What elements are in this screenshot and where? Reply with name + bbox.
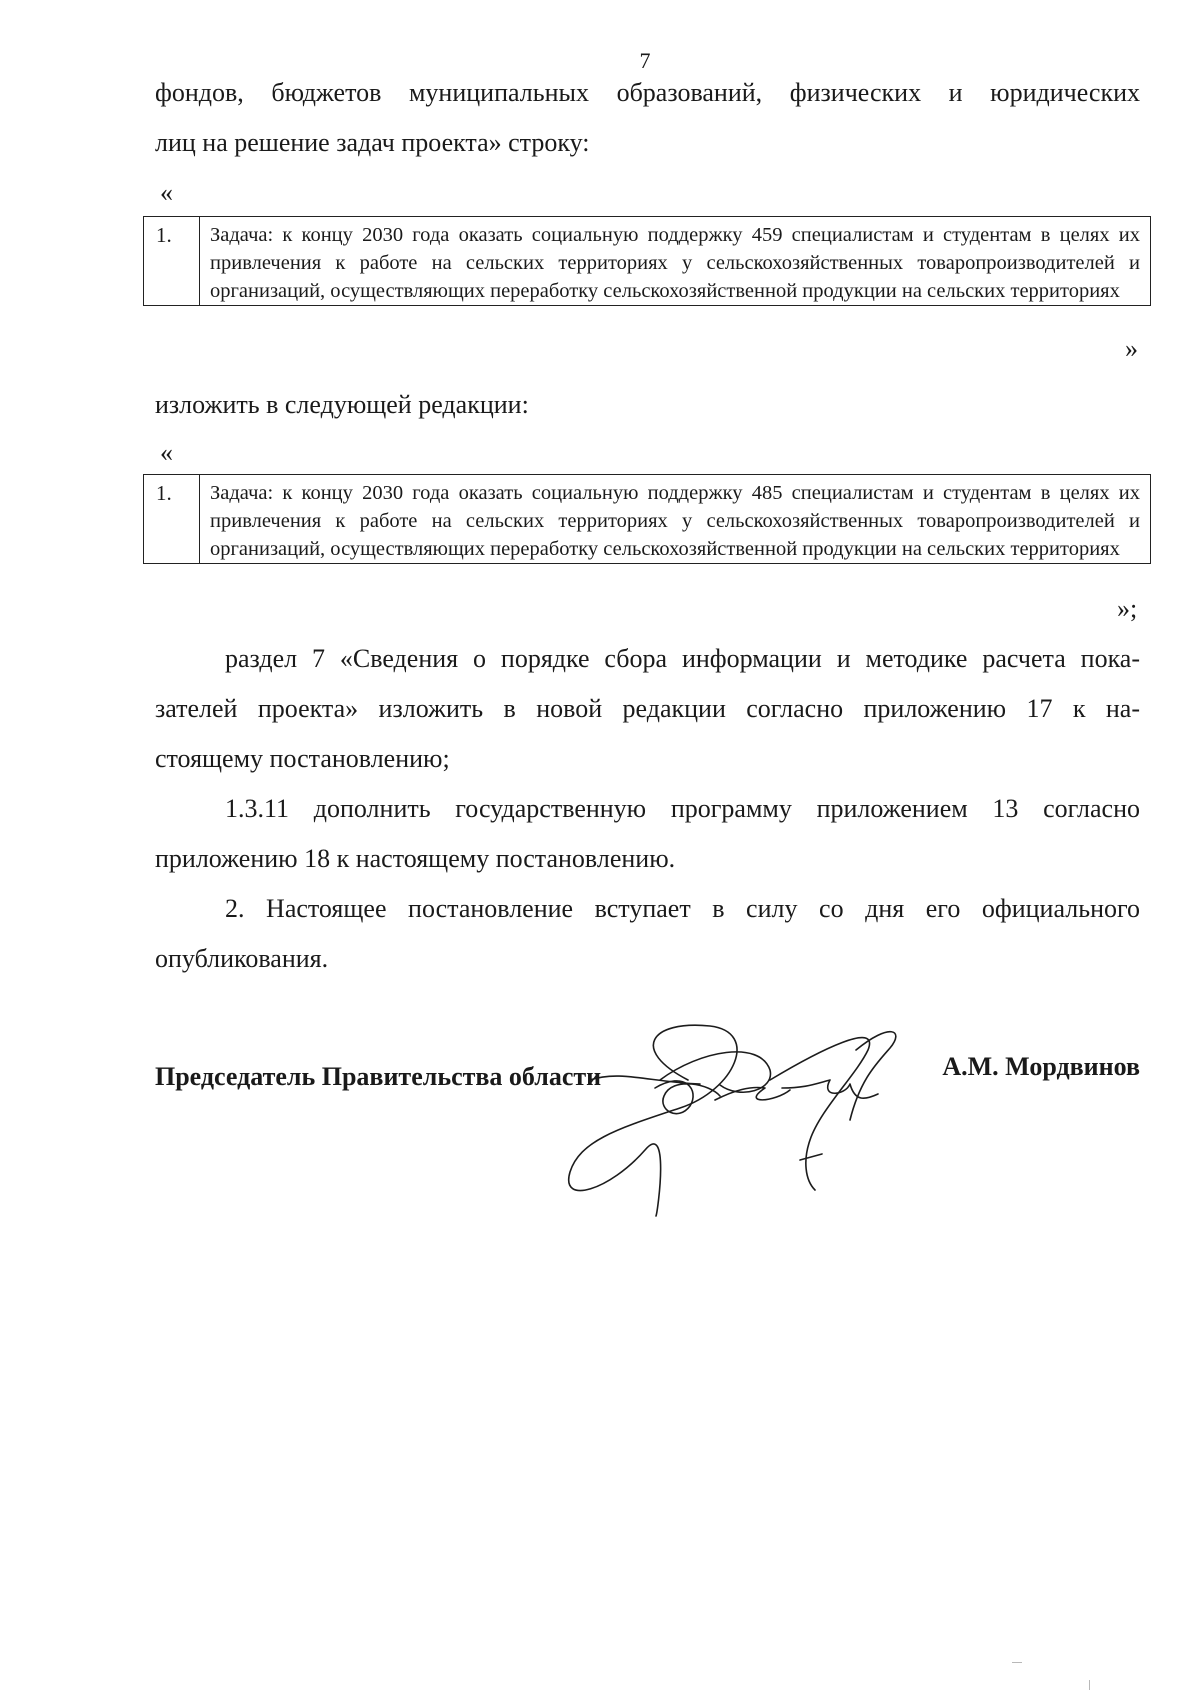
item-2-line-2: опубликования.	[155, 944, 329, 973]
item-2-line-1: 2. Настоящее постановление вступает в силу со дня его официального	[225, 894, 1140, 923]
table-row	[144, 475, 1151, 564]
old-row-number: 1.	[144, 217, 200, 306]
signer-title: Председатель Правительства области	[155, 1062, 602, 1091]
new-row-table	[143, 474, 1151, 564]
old-row-open-quote: «	[160, 178, 173, 207]
new-row-close-quote: »;	[1117, 594, 1138, 623]
table-row	[144, 217, 1151, 306]
signer-name: А.М. Мордвинов	[942, 1052, 1140, 1081]
intro-line-1: фондов, бюджетов муниципальных образований, физических и юридических	[155, 78, 1140, 107]
new-row-open-quote: «	[160, 438, 173, 467]
item-1-3-11-line-1: 1.3.11 дополнить государственную программу приложением 13 согласно	[225, 794, 1140, 823]
section7-line-3: стоящему постановлению;	[155, 744, 450, 773]
signature-block	[155, 1052, 1140, 1122]
new-row-task: Задача: к концу 2030 года оказать социальную поддержку 485 специалистам и студентам в целях их привлечения к работе на сельских территориях у сельскохозяйственных товаропроизводителей и организаций, осуществляющих переработку сельскохозяйственной продукции на сельских территориях	[200, 475, 1151, 564]
scan-speck	[1089, 1680, 1090, 1690]
scan-speck	[1012, 1662, 1022, 1663]
replace-phrase: изложить в следующей редакции:	[155, 390, 529, 419]
page-number: 7	[639, 48, 651, 73]
new-row-number: 1.	[144, 475, 200, 564]
section7-line-2: зателей проекта» изложить в новой редакции согласно приложению 17 к на-	[155, 694, 1140, 723]
old-row-table	[143, 216, 1151, 306]
old-row-task: Задача: к концу 2030 года оказать социальную поддержку 459 специалистам и студентам в целях их привлечения к работе на сельских территориях у сельскохозяйственных товаропроизводителей и организаций, осуществляющих переработку сельскохозяйственной продукции на сельских территориях	[200, 217, 1151, 306]
intro-line-2: лиц на решение задач проекта» строку:	[155, 128, 590, 157]
section7-line-1: раздел 7 «Сведения о порядке сбора информации и методике расчета пока-	[225, 644, 1140, 673]
item-1-3-11-line-2: приложению 18 к настоящему постановлению.	[155, 844, 676, 873]
old-row-close-quote: »	[1125, 334, 1138, 363]
